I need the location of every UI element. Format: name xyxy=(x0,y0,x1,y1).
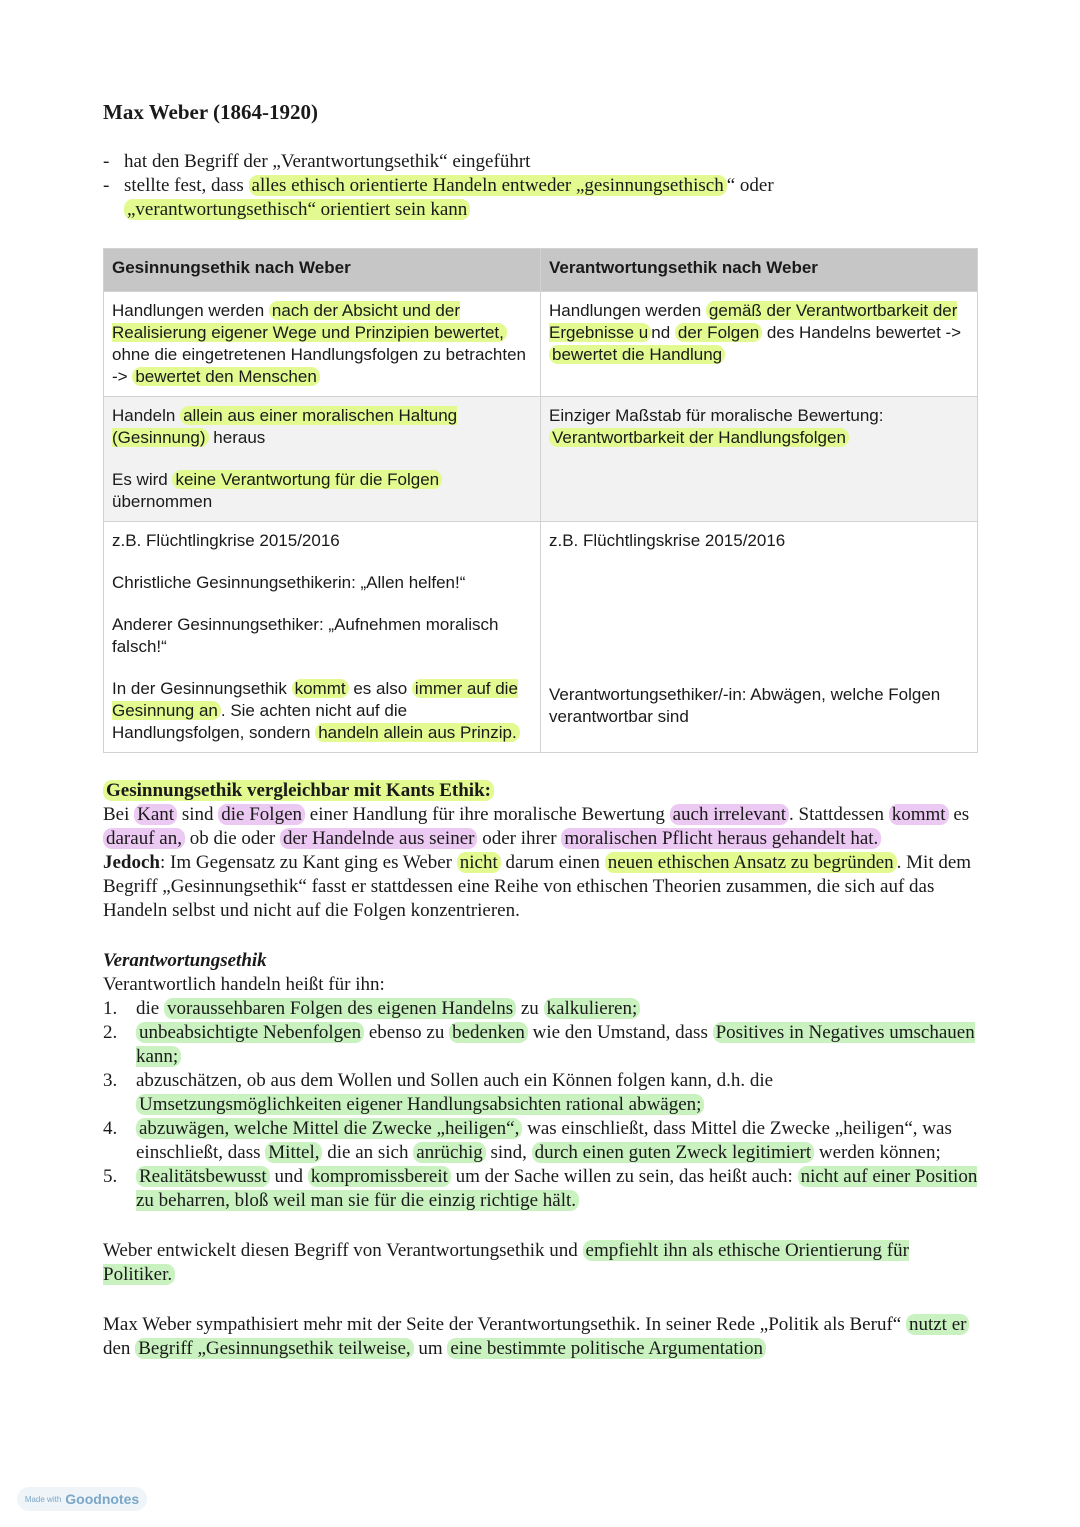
responsibility-list xyxy=(103,997,983,1213)
table-cell: z.B. Flüchtlingskrise 2015/2016 Verantwortungsethiker/-in: Abwägen, welche Folgen verantwortbar sind xyxy=(541,522,978,753)
table-header-row xyxy=(104,249,978,292)
table-cell: Einziger Maßstab für moralische Bewertung: Verantwortbarkeit der Handlungsfolgen xyxy=(541,397,978,522)
kant-paragraph: Bei Kant sind die Folgen einer Handlung für ihre moralische Bewertung auch irrelevant . Stattdessen kommt es darauf an, ob die oder der Handelnde aus seiner oder ihrer moralischen Pflicht heraus gehandelt hat. xyxy=(103,804,970,849)
verantwortungsethik-section xyxy=(103,949,983,1213)
table-cell: Handlungen werden gemäß der Verantwortbarkeit der Ergebnisse u nd der Folgen des Handelns bewertet -> bewertet die Handlung xyxy=(541,292,978,397)
goodnotes-badge[interactable] xyxy=(17,1487,147,1511)
list-item: 2. unbeabsichtigte Nebenfolgen ebenso zu bedenken wie den Umstand, dass Positives in Negatives umschauen kann; xyxy=(103,1022,975,1067)
table-cell: Handeln allein aus einer moralischen Haltung (Gesinnung) heraus Es wird keine Verantwortung für die Folgen übernommen xyxy=(104,397,541,522)
jedoch-paragraph: Jedoch: Im Gegensatz zu Kant ging es Weber nicht darum einen neuen ethischen Ansatz zu begründen . Mit dem Begriff „Gesinnungsethik“ fasst er stattdessen eine Reihe von ethischen Theorien zusammen, die sich auf das Handeln selbst und nicht auf die Folgen konzentrieren. xyxy=(103,852,972,921)
kant-heading: Gesinnungsethik vergleichbar mit Kants Ethik: xyxy=(103,779,983,803)
badge-goodnotes: Goodnotes xyxy=(65,1491,140,1507)
list-item: - stellte fest, dass alles ethisch orientierte Handeln entweder „gesinnungsethisch “ oder „verantwortungsethisch“ orientiert sein kann xyxy=(103,174,983,222)
list-item: 3. abzuschätzen, ob aus dem Wollen und Sollen auch ein Können folgen kann, d.h. die Umsetzungsmöglichkeiten eigener Handlungsabsichten rational abwägen; xyxy=(103,1070,774,1115)
table-row xyxy=(104,522,978,753)
section-lead: Verantwortlich handeln heißt für ihn: xyxy=(103,974,385,995)
section-heading: Verantwortungsethik xyxy=(103,950,267,971)
page-title: Max Weber (1864-1920) xyxy=(103,100,319,124)
list-item: - hat den Begriff der „Verantwortungsethik“ eingeführt xyxy=(103,150,983,174)
header-gesinnungsethik: Gesinnungsethik nach Weber xyxy=(104,249,541,292)
table-row xyxy=(104,397,978,522)
comparison-table xyxy=(103,248,978,753)
kant-section xyxy=(103,779,983,923)
list-item: 5. Realitätsbewusst und kompromissbereit um der Sache willen zu sein, das heißt auch: nicht auf einer Position zu beharren, bloß weil man sie für die einzig richtige hält. xyxy=(103,1166,978,1211)
table-cell: Handlungen werden nach der Absicht und der Realisierung eigener Wege und Prinzipien bewertet, ohne die eingetretenen Handlungsfolgen zu betrachten -> bewertet den Menschen xyxy=(104,292,541,397)
table-row xyxy=(104,292,978,397)
document-page xyxy=(103,98,983,1361)
weber-paragraph-2: Max Weber sympathisiert mehr mit der Seite der Verantwortungsethik. In seiner Rede „Politik als Beruf“ nutzt er den Begriff „Gesinnungsethik teilweise, um eine bestimmte politische Argumentation xyxy=(103,1313,983,1361)
weber-paragraph-1: Weber entwickelt diesen Begriff von Verantwortungsethik und empfiehlt ihn als ethische Orientierung für Politiker. xyxy=(103,1240,909,1285)
list-item: 4. abzuwägen, welche Mittel die Zwecke „heiligen“, was einschließt, dass Mittel die Zwecke „heiligen“, was einschließt, dass Mittel, die an sich anrüchig sind, durch einen guten Zweck legitimiert werden können; xyxy=(103,1118,952,1163)
list-item: 1. die voraussehbaren Folgen des eigenen Handelns zu kalkulieren; xyxy=(103,997,983,1021)
intro-list xyxy=(103,150,983,222)
header-verantwortungsethik: Verantwortungsethik nach Weber xyxy=(541,249,978,292)
badge-made-with: Made with xyxy=(24,1494,62,1504)
table-cell: z.B. Flüchtlingkrise 2015/2016 Christliche Gesinnungsethikerin: „Allen helfen!“ Anderer Gesinnungsethiker: „Aufnehmen moralisch falsch!“ In der Gesinnungsethik kommt es also immer auf die Gesinnung an . Sie achten nicht auf die Handlungsfolgen, sondern handeln allein aus Prinzip. xyxy=(104,522,541,753)
